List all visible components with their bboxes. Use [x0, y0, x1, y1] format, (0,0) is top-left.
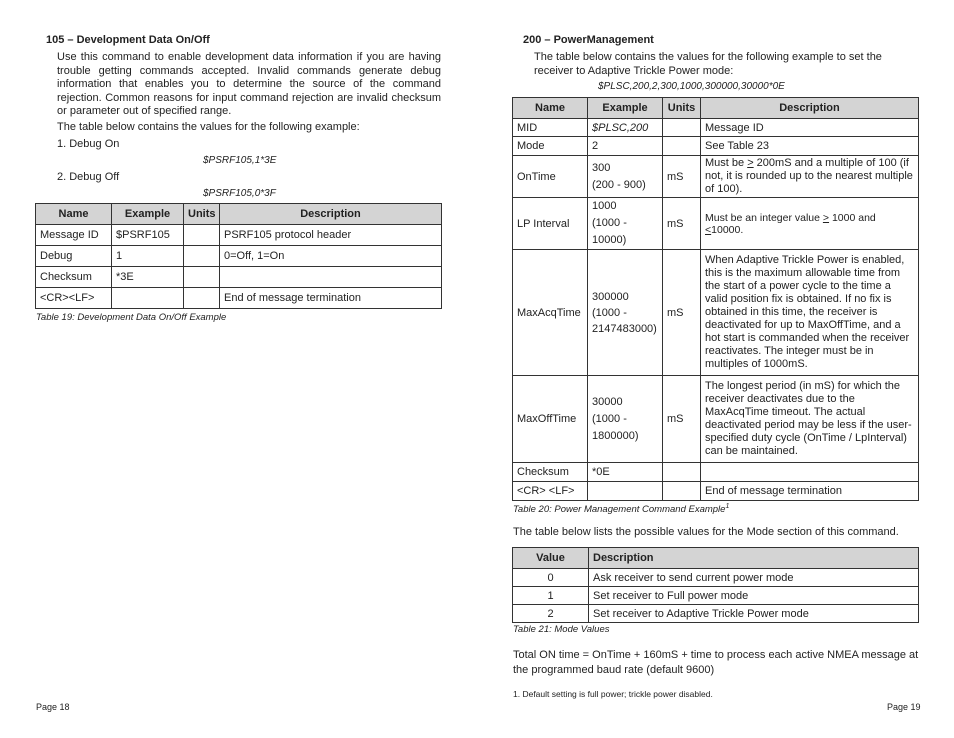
table-cell: Checksum: [36, 267, 112, 288]
code-example: $PLSC,200,2,300,1000,300000,30000*0E: [598, 81, 785, 92]
table-cell: Ask receiver to send current power mode: [589, 569, 919, 587]
table-cell: When Adaptive Trickle Power is enabled, this is the maximum allowable time from the start of a power cycle to the time a valid position fix is obtained. If no fix is obtained in this time, the receiver is deactivated for up to MaxOffTime, and a hot start is commanded when the receiver reactivates. The integer must be in multiples of 1000mS.: [701, 250, 919, 376]
table-row: [36, 288, 442, 309]
table-cell: [184, 267, 220, 288]
intro-paragraph: The table below contains the values for the following example to set the receiver to Adaptive Trickle Power mode:: [534, 51, 882, 77]
code-example-off: $PSRF105,0*3F: [203, 188, 276, 199]
table-cell: [588, 376, 663, 463]
table-cell: [112, 288, 184, 309]
table-cell: [701, 198, 919, 250]
code-example-on: $PSRF105,1*3E: [203, 155, 277, 166]
desc-text: Must be: [705, 157, 748, 169]
table-cell: LP Interval: [513, 198, 588, 250]
table-row: [513, 482, 919, 501]
column-header: Example: [588, 98, 663, 119]
intro-paragraph: Use this command to enable development data information if you are having trouble getting commands accepted. Invalid commands generate debug information that enables you to determine the source of the command rejection. Common reasons for input command rejection are invalid checksum or parameter out of specified range.: [57, 51, 441, 117]
table-cell: [663, 137, 701, 156]
column-header: Description: [701, 98, 919, 119]
caption-text: Table 20: Power Management Command Example: [513, 504, 726, 516]
table-cell: *3E: [112, 267, 184, 288]
table-row: [513, 137, 919, 156]
example-range: (1000 -: [592, 306, 627, 319]
table-cell: [663, 482, 701, 501]
table-cell: $PSRF105: [112, 225, 184, 246]
table-row: [513, 605, 919, 623]
footnote-marker: 1: [725, 503, 730, 510]
list-item-debug-off: 2. Debug Off: [57, 171, 120, 183]
column-header: Value: [513, 548, 589, 569]
table-cell: mS: [663, 156, 701, 198]
table-cell: [588, 198, 663, 250]
table-cell: MaxAcqTime: [513, 250, 588, 376]
section-heading-200: 200 – PowerManagement: [523, 34, 654, 46]
example-range: (200 - 900): [592, 178, 646, 191]
table-caption: Table 21: Mode Values: [513, 624, 610, 635]
table-cell: 2: [588, 137, 663, 156]
table-cell: 0=Off, 1=On: [220, 246, 442, 267]
desc-text: 10000.: [711, 223, 744, 236]
table-cell: [701, 156, 919, 198]
table-cell: 1: [513, 587, 589, 605]
table-cell: [663, 463, 701, 482]
table-19: [35, 203, 442, 309]
example-range: (1000 -: [592, 412, 627, 425]
table-cell: Debug: [36, 246, 112, 267]
example-intro: The table below contains the values for the following example:: [57, 121, 360, 133]
table-row: [513, 463, 919, 482]
desc-text: Must be an integer value: [705, 211, 823, 224]
table-row: [513, 156, 919, 198]
table-cell: $PLSC,200: [588, 119, 663, 137]
example-range: 2147483000): [592, 322, 657, 335]
table-cell: Message ID: [701, 119, 919, 137]
example-range: 10000): [592, 234, 627, 246]
gte-symbol: >: [747, 157, 754, 169]
table-cell: [701, 463, 919, 482]
table-row: [36, 225, 442, 246]
desc-text: 1000 and: [829, 211, 876, 224]
table-cell: Mode: [513, 137, 588, 156]
mode-intro: The table below lists the possible values for the Mode section of this command.: [513, 526, 899, 538]
column-header: Units: [663, 98, 701, 119]
table-header-row: [513, 548, 919, 569]
table-cell: PSRF105 protocol header: [220, 225, 442, 246]
table-cell: [588, 482, 663, 501]
column-header: Description: [220, 204, 442, 225]
example-value: 300000: [592, 290, 629, 303]
table-cell: mS: [663, 250, 701, 376]
column-header: Name: [513, 98, 588, 119]
table-cell: [588, 250, 663, 376]
lte-symbol: <: [705, 223, 712, 236]
column-header: Name: [36, 204, 112, 225]
table-cell: [588, 156, 663, 198]
table-cell: Message ID: [36, 225, 112, 246]
column-header: Units: [184, 204, 220, 225]
table-cell: See Table 23: [701, 137, 919, 156]
example-range: (1000 -: [592, 217, 627, 229]
table-cell: OnTime: [513, 156, 588, 198]
page-number: Page 18: [36, 702, 70, 712]
table-row: [513, 376, 919, 463]
table-row: [513, 250, 919, 376]
table-row: [513, 587, 919, 605]
table-21: [512, 547, 919, 623]
table-cell: MID: [513, 119, 588, 137]
table-cell: End of message termination: [701, 482, 919, 501]
table-cell: [663, 119, 701, 137]
table-cell: Set receiver to Adaptive Trickle Power mode: [589, 605, 919, 623]
list-item-debug-on: 1. Debug On: [57, 138, 120, 150]
example-value: 300: [592, 161, 611, 174]
example-range: 1800000): [592, 429, 639, 442]
table-row: [36, 267, 442, 288]
table-caption: [513, 503, 729, 515]
total-on-time-note: Total ON time = OnTime + 160mS + time to process each active NMEA message at the programmed baud rate (default 9600): [513, 649, 919, 676]
column-header: Example: [112, 204, 184, 225]
table-20: [512, 97, 919, 501]
table-row: [513, 119, 919, 137]
table-header-row: [513, 98, 919, 119]
table-cell: 0: [513, 569, 589, 587]
table-cell: The longest period (in mS) for which the receiver deactivates due to the MaxAcqTime timeout. The actual deactivated period may be less if the user-specified duty cycle (OnTime / LpInterval) can be maintained.: [701, 376, 919, 463]
table-row: [36, 246, 442, 267]
table-row: [513, 198, 919, 250]
table-cell: mS: [663, 376, 701, 463]
table-cell: [184, 288, 220, 309]
column-header: Description: [589, 548, 919, 569]
gte-symbol: >: [822, 211, 830, 224]
table-header-row: [36, 204, 442, 225]
example-value: 1000: [592, 200, 617, 212]
table-row: [513, 569, 919, 587]
footnote: 1. Default setting is full power; trickle power disabled.: [513, 689, 713, 699]
page-number: Page 19: [887, 702, 921, 712]
table-cell: [220, 267, 442, 288]
table-cell: 1: [112, 246, 184, 267]
table-cell: *0E: [588, 463, 663, 482]
table-cell: [184, 246, 220, 267]
table-cell: [184, 225, 220, 246]
section-heading-105: 105 – Development Data On/Off: [46, 34, 210, 46]
table-cell: End of message termination: [220, 288, 442, 309]
table-cell: Set receiver to Full power mode: [589, 587, 919, 605]
desc-text: 200mS and a multiple of 100 (if not, it is rounded up to the nearest multiple of 100).: [705, 157, 913, 195]
table-cell: mS: [663, 198, 701, 250]
table-cell: <CR><LF>: [36, 288, 112, 309]
example-value: 30000: [592, 395, 623, 408]
table-caption: Table 19: Development Data On/Off Example: [36, 312, 227, 323]
table-cell: 2: [513, 605, 589, 623]
table-cell: Checksum: [513, 463, 588, 482]
table-cell: MaxOffTime: [513, 376, 588, 463]
table-cell: <CR> <LF>: [513, 482, 588, 501]
